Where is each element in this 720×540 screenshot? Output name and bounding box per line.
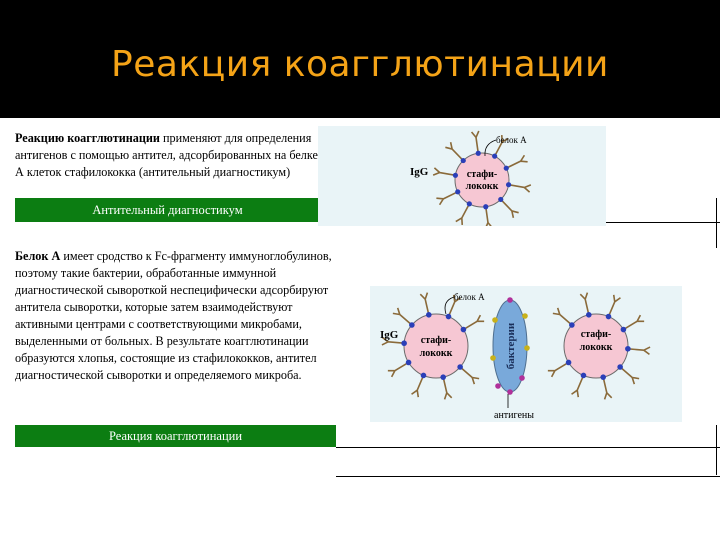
igg-label: IgG <box>410 166 429 178</box>
paragraph-coagglutination-text: применяют для определения антигенов с помощью антител, адсорбированных на белке А клеток стафилококка (антительный диагностикум) <box>15 131 318 179</box>
cell-label-line2: лококк <box>465 181 499 192</box>
bacteria-label: бактерии <box>505 322 517 370</box>
protein-a-dot <box>483 204 488 209</box>
protein-a-dot <box>457 364 463 370</box>
divider-line <box>716 198 717 248</box>
paragraph-protein-a <box>15 248 335 384</box>
protein-a-dot <box>617 364 623 370</box>
coagglutination-complex-diagram <box>370 286 682 422</box>
divider-line <box>336 447 720 448</box>
protein-a-dot <box>581 373 587 379</box>
protein-a-dot <box>569 322 575 328</box>
paragraph-coagglutination <box>15 130 325 181</box>
divider-line <box>336 476 720 477</box>
antigen-dot <box>490 355 496 361</box>
protein-a-dot <box>476 151 481 156</box>
protein-a-dot <box>506 182 511 187</box>
protein-a-dot <box>566 360 572 366</box>
divider-line <box>716 425 717 475</box>
caption-antibody-diagnosticum: Антительный диагностикум <box>15 198 320 222</box>
protein-a-dot <box>492 154 497 159</box>
cell-right-label-line2: лококк <box>579 342 613 353</box>
protein-a-dot <box>440 374 446 380</box>
protein-a-dot <box>453 173 458 178</box>
protein-a-dot <box>625 346 631 352</box>
protein-a-dot <box>606 314 612 320</box>
antigen-dot <box>507 389 513 395</box>
protein-a-dot <box>621 327 627 333</box>
caption-coagglutination-reaction: Реакция коагглютинации <box>15 425 336 447</box>
antigens-label: антигены <box>494 410 534 421</box>
protein-a-dot <box>406 360 412 366</box>
protein-a-dot <box>586 312 592 318</box>
antigen-dot <box>519 375 525 381</box>
cell-left-label-line2: лококк <box>419 348 453 359</box>
term-coagglutination: Реакцию коагглютинации <box>15 131 160 145</box>
title-bar <box>0 0 720 118</box>
protein-a-label: белок А <box>454 292 485 302</box>
protein-a-dot <box>426 312 432 318</box>
antigen-dot <box>492 317 498 323</box>
paragraph-protein-a-text: имеет сродство к Fc-фрагменту иммуноглобулинов, поэтому такие бактерии, обработанные иммунной диагностической сывороткой неспецифически адсорбируют антитела сыворотки, которые затем взаимодействуют активными центрами с соответствующими микробами, выделенными от больных. В результате коагглютинации образуются хлопья, состоящие из стафилококков, антител диагностической сыворотки и определяемого микроба. <box>15 249 332 382</box>
protein-a-dot <box>401 340 407 346</box>
protein-a-dot <box>600 374 606 380</box>
staphylococcus-antibody-diagram <box>318 126 606 226</box>
protein-a-dot <box>455 189 460 194</box>
protein-a-dot <box>504 166 509 171</box>
igg-label: IgG <box>380 329 399 341</box>
protein-a-dot <box>409 322 415 328</box>
protein-a-dot <box>446 314 452 320</box>
protein-a-dot <box>461 158 466 163</box>
antigen-dot <box>524 345 530 351</box>
cell-left-label-line1: стафи- <box>420 335 452 346</box>
antigen-dot <box>522 313 528 319</box>
protein-a-dot <box>461 327 467 333</box>
antigen-dot <box>507 297 513 303</box>
cell-right-label-line1: стафи- <box>580 329 612 340</box>
antigen-dot <box>495 383 501 389</box>
protein-a-dot <box>498 197 503 202</box>
slide-title: Реакция коагглютинации <box>111 44 609 85</box>
protein-a-label: белок А <box>496 135 527 145</box>
term-protein-a: Белок А <box>15 249 61 263</box>
protein-a-dot <box>421 373 427 379</box>
cell-label-line1: стафи- <box>466 169 498 180</box>
protein-a-dot <box>467 201 472 206</box>
